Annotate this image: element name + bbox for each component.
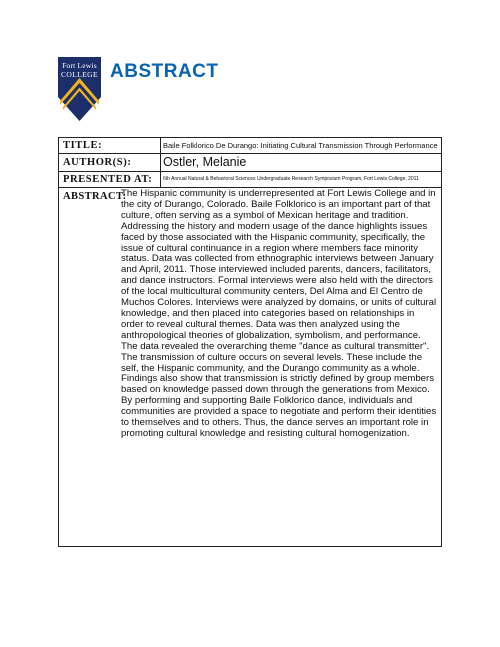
presented-label: PRESENTED AT: bbox=[63, 174, 153, 185]
abstract-text: The Hispanic community is underrepresented at Fort Lewis College and in the city of Durango, Colorado. Baile Folklorico is an important part of that culture, often serving as a symbol of Mexican heritage and tradition. Addressing the history and modern usage of the dance highlights issues faced by those associated with the Hispanic community, specifically, the issue of cultural continuance in a region where members face minority status. Data was collected from ethnographic interviews between January and April, 2011. Those interviewed included parents, dancers, facilitators, and dance instructors. Formal interviews were also held with the directors of the local multicultural community centers, Del Alma and El Centro de Muchos Colores. Interviews were analyzed by domains, or units of cultural knowledge, and then placed into categories based on relationships in order to reveal cultural themes. Data was then analyzed using the anthropological theories of globalization, symbolism, and performance. The data revealed the overarching theme "dance as cultural transmitter". The transmission of culture occurs on several levels. These include the self, the Hispanic community, and the Durango community as a whole. Findings also show that transmission is strictly defined by group members based on knowledge passed down through the generations from Mexico. By performing and supporting Baile Folklorico dance, individuals and communities are provided a space to negotiate and perform their identities to themselves and to others. Thus, the dance serves an important role in promoting cultural knowledge and resisting cultural homogenization. bbox=[121, 188, 437, 439]
title-row bbox=[59, 138, 441, 154]
title-value: Baile Folklorico De Durango: Initiating Cultural Transmission Through Performance bbox=[160, 138, 441, 153]
author-label: AUTHOR(S): bbox=[63, 157, 132, 168]
presented-row bbox=[59, 172, 441, 188]
logo-line2: COLLEGE bbox=[61, 70, 98, 79]
logo-line1: Fort Lewis bbox=[62, 61, 97, 70]
fort-lewis-college-logo bbox=[58, 57, 101, 121]
presented-value: 6th Annual Natural & Behavioral Sciences Undergraduate Research Symposium Program, Fort Lewis College, 2011 bbox=[160, 172, 441, 187]
abstract-form-table bbox=[58, 137, 442, 547]
abstract-label: ABSTRACT: bbox=[63, 191, 127, 202]
author-value: Ostler, Melanie bbox=[160, 154, 441, 171]
page-title: ABSTRACT bbox=[110, 61, 219, 82]
title-label: TITLE: bbox=[63, 140, 103, 151]
author-row bbox=[59, 154, 441, 172]
